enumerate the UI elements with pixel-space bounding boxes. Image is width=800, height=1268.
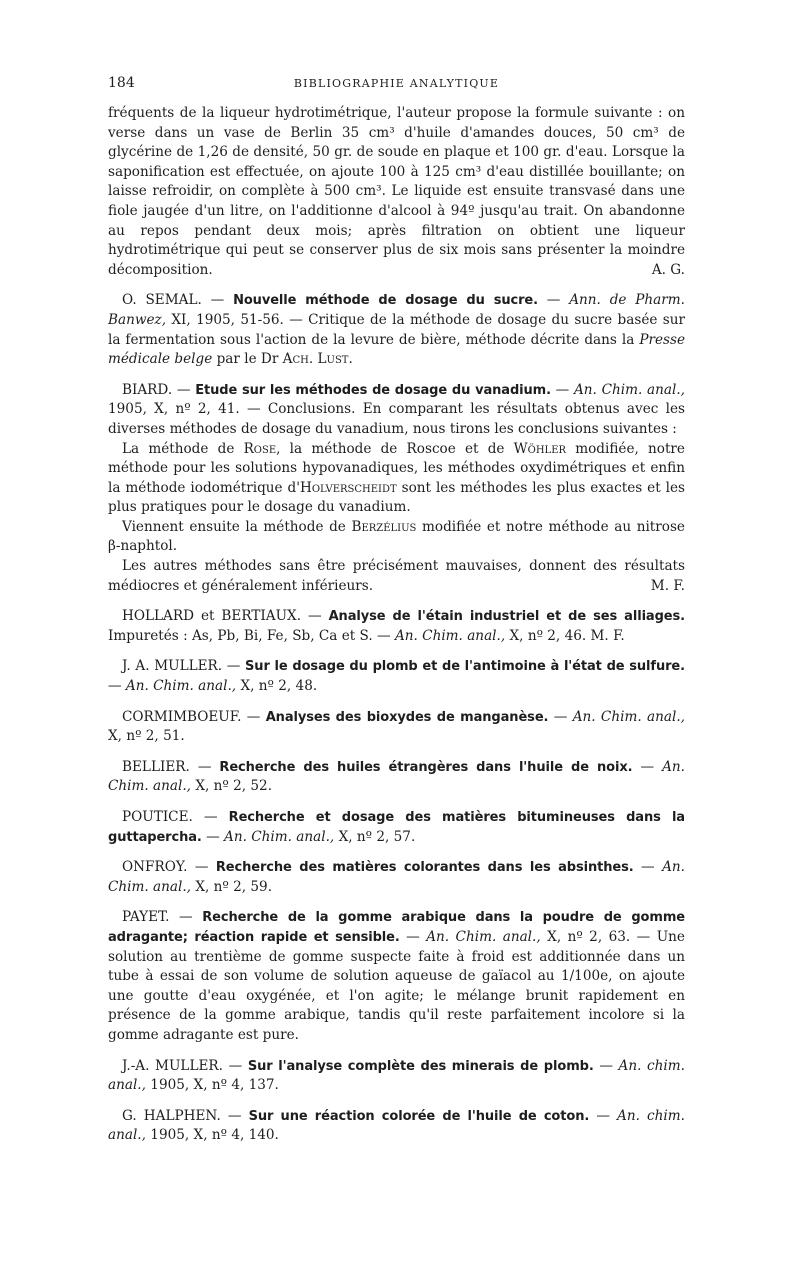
entry-reference: X, nº 2, 57.: [338, 828, 416, 845]
intro-signature: A. G.: [651, 261, 685, 278]
entry-onfroy: ONFROY. — Recherche des matières colorantes dans les absinthes. — An. Chim. anal., X, nº 2, 59.: [108, 859, 685, 895]
entry-reference: 1905, X, nº 4, 137.: [150, 1077, 279, 1094]
person-holverscheidt: Holverscheidt: [299, 479, 397, 496]
entry-hollard: HOLLARD et BERTIAUX. — Analyse de l'étain industriel et de ses alliages. Impuretés : As, Pb, Bi, Fe, Sb, Ca et S. — An. Chim. anal., X, nº 2, 46. M. F.: [108, 608, 685, 644]
entry-author: BELLIER.: [122, 758, 190, 775]
entry-bellier: BELLIER. — Recherche des huiles étrangères dans l'huile de noix. — An. Chim. anal., X, nº 2, 52.: [108, 758, 685, 795]
entry-payet: PAYET. — Recherche de la gomme arabique dans la poudre de gomme adragante; réaction rapide et sensible. — An. Chim. anal., X, nº 2, 63. — Une solution au trentième de gomme suspecte faite à froid est additionnée dans un tube à essai de son volume de solution aqueuse de gaïacol au 1/100e, on ajoute une goutte d'eau oxygénée, et l'on agite; le mélange brunit rapidement en présence de la gomme arabique, tandis qu'il reste parfaitement incolore si la gomme adragante est pure.: [108, 909, 685, 1043]
entry-author: HOLLARD et BERTIAUX.: [122, 608, 302, 625]
entry-reference: 1905, X, nº 2, 41.: [108, 401, 240, 418]
text-segment: Viennent ensuite la méthode de: [122, 518, 346, 535]
entry-title: Analyse de l'étain industriel et de ses alliages.: [328, 609, 685, 625]
entry-reference: 1905, X, nº 4, 140.: [150, 1127, 279, 1144]
entry-biard: BIARD. — Etude sur les méthodes de dosage du vanadium. — An. Chim. anal., 1905, X, nº 2, 41. — Conclusions. En comparant les résultats obtenus avec les diverses méthodes de dosage du vanadium, nous tirons les conclusions suivantes :: [108, 381, 685, 437]
entry-author: O. SEMAL.: [122, 292, 202, 309]
entry-title: Sur l'analyse complète des minerais de plomb.: [247, 1058, 594, 1074]
entry-journal: An. Chim. anal.,: [125, 678, 237, 695]
entry-author: POUTICE.: [122, 809, 193, 825]
entry-reference: X, nº 2, 63.: [547, 928, 631, 945]
entry-poutice: POUTICE. — Recherche et dosage des matières bitumineuses dans la guttapercha. — An. Chim. anal., X, nº 2, 57.: [108, 809, 685, 845]
entry-author: PAYET.: [122, 909, 170, 926]
entry-reference: X, nº 2, 46. M. F.: [509, 627, 625, 644]
person-wohler: Wöhler: [513, 440, 567, 457]
entry-journal: Ann. de Pharm. Banwez,: [108, 292, 685, 328]
entry-journal: An. chim. anal.,: [108, 1057, 685, 1094]
entry-title: Recherche et dosage des matières bitumineuses dans la guttapercha.: [108, 810, 685, 845]
entry-author: ONFROY.: [122, 859, 188, 876]
entry-author: BIARD.: [122, 381, 173, 398]
entry-title: Sur une réaction colorée de l'huile de coton.: [248, 1108, 590, 1124]
entry-author: J.-A. MULLER.: [122, 1057, 223, 1074]
biard-paragraph-2: [108, 518, 685, 557]
entry-title: Etude sur les méthodes de dosage du vanadium.: [195, 382, 551, 398]
entry-title: Recherche des huiles étrangères dans l'huile de noix.: [219, 759, 633, 775]
entry-cormimboeuf: CORMIMBOEUF. — Analyses des bioxydes de manganèse. — An. Chim. anal., X, nº 2, 51.: [108, 708, 685, 745]
entry-reference: XI, 1905, 51-56.: [171, 311, 284, 328]
entry-title: Recherche des matières colorantes dans les absinthes.: [215, 860, 634, 876]
entry-title: Sur le dosage du plomb et de l'antimoine à l'état de sulfure.: [245, 659, 685, 675]
entry-text: Une solution au trentième de gomme suspecte faite à froid est additionnée dans un tube à essai de son volume de solution aqueuse de gaïacol au 1/100e, on ajoute une goutte d'eau oxygénée, et l'on agite; le mélange brunit rapidement en présence de la gomme arabique, tandis qu'il reste parfaitement incolore si la gomme adragante est pure.: [108, 928, 685, 1043]
page: [108, 74, 685, 1146]
entry-text-continued: par le Dr: [216, 351, 279, 368]
entry-journal: An. Chim. anal.,: [108, 859, 685, 895]
entry-author: G. HALPHEN.: [122, 1107, 221, 1124]
entry-title: Analyses des bioxydes de manganèse.: [265, 709, 549, 725]
text-segment: modifiée, notre méthode pour les solutions hypovanadiques, les méthodes oxydimétriques et enfin la méthode iodométrique d': [108, 440, 685, 496]
page-number: 184: [108, 75, 135, 91]
entry-journal: An. Chim. anal.,: [394, 627, 506, 644]
intro-text: fréquents de la liqueur hydrotimétrique, l'auteur propose la formule suivante : on verse dans un vase de Berlin 35 cm³ d'huile d'amandes douces, 50 cm³ de glycérine de 1,26 de densité, 50 gr. de soude en plaque et 100 gr. d'eau. Lorsque la saponification est effectuée, on ajoute 100 à 125 cm³ d'eau distillée bouillante; on laisse refroidir, on complète à 500 cm³. Le liquide est ensuite transvasé dans une fiole jaugée d'un litre, on l'additionne d'alcool à 94º jusqu'au trait. On abandonne au repos pendant deux mois; après filtration on obtient une liqueur hydrotimétrique qui peut se conserver plus de six mois sans présenter la moindre décomposition.: [108, 105, 685, 278]
text-segment: sont les méthodes les plus exactes et les plus pratiques pour le dosage du vanadium.: [108, 479, 685, 516]
entry-journal: An. Chim. anal.,: [572, 708, 685, 725]
biard-paragraph-3: [108, 557, 685, 596]
entry-reference: X, nº 2, 48.: [240, 678, 318, 695]
text-segment: modifiée et notre méthode au nitrose β-naphtol.: [108, 518, 685, 555]
entry-text: Critique de la méthode de dosage du sucre basée sur la fermentation sous l'action de la levure de bière, méthode décrite dans la: [108, 311, 686, 348]
person-berzelius: Berzélius: [351, 518, 417, 535]
entry-journal: An. Chim. anal.,: [108, 758, 685, 795]
entry-person-name: Ach. Lust.: [282, 351, 353, 368]
biard-signature: M. F.: [650, 577, 685, 594]
page-header: [108, 74, 685, 96]
entry-text: Conclusions. En comparant les résultats obtenus avec les diverses méthodes de dosage du vanadium, nous tirons les conclusions suivantes :: [108, 401, 685, 437]
text-segment: la méthode de Roscoe et de: [289, 440, 505, 457]
text-segment: La méthode de: [122, 440, 235, 457]
entry-halphen: G. HALPHEN. — Sur une réaction colorée de l'huile de coton. — An. chim. anal., 1905, X, nº 4, 140.: [108, 1107, 685, 1144]
entry-author: J. A. MULLER.: [122, 658, 223, 675]
biard-paragraph-1: [108, 440, 685, 518]
entry-title: Nouvelle méthode de dosage du sucre.: [233, 293, 538, 309]
entry-journal: An. Chim. anal.,: [573, 381, 685, 398]
entry-reference: X, nº 2, 52.: [195, 778, 273, 795]
entry-journal: An. chim. anal.,: [108, 1107, 685, 1144]
entry-journal: An. Chim. anal.,: [224, 828, 335, 845]
intro-paragraph: [108, 104, 685, 280]
entry-text: Impuretés : As, Pb, Bi, Fe, Sb, Ca et S. —: [108, 627, 391, 644]
person-rose: Rose,: [243, 440, 281, 457]
entry-reference: X, nº 2, 59.: [195, 878, 273, 895]
text-segment: Les autres méthodes sans être précisément mauvaises, donnent des résultats médiocres et généralement inférieurs.: [108, 558, 685, 594]
entry-title: Recherche de la gomme arabique dans la poudre de gomme adragante; réaction rapide et sensible.: [108, 910, 685, 945]
entry-muller-1: J. A. MULLER. — Sur le dosage du plomb et de l'antimoine à l'état de sulfure. — An. Chim. anal., X, nº 2, 48.: [108, 658, 685, 695]
entry-semal: O. SEMAL. — Nouvelle méthode de dosage du sucre. — Ann. de Pharm. Banwez, XI, 1905, 51-56. — Critique de la méthode de dosage du sucre basée sur la fermentation sous l'action de la levure de bière, méthode décrite dans la Presse médicale belge par le Dr Ach. Lust.: [108, 292, 686, 368]
entry-reference: X, nº 2, 51.: [108, 728, 185, 745]
entry-journal: An. Chim. anal.,: [426, 928, 541, 945]
running-title: BIBLIOGRAPHIE ANALYTIQUE: [293, 77, 500, 90]
entry-muller-2: J.-A. MULLER. — Sur l'analyse complète des minerais de plomb. — An. chim. anal., 1905, X, nº 4, 137.: [108, 1057, 685, 1094]
entry-journal-secondary: Presse médicale belge: [108, 331, 685, 368]
entry-author: CORMIMBOEUF.: [122, 708, 242, 725]
